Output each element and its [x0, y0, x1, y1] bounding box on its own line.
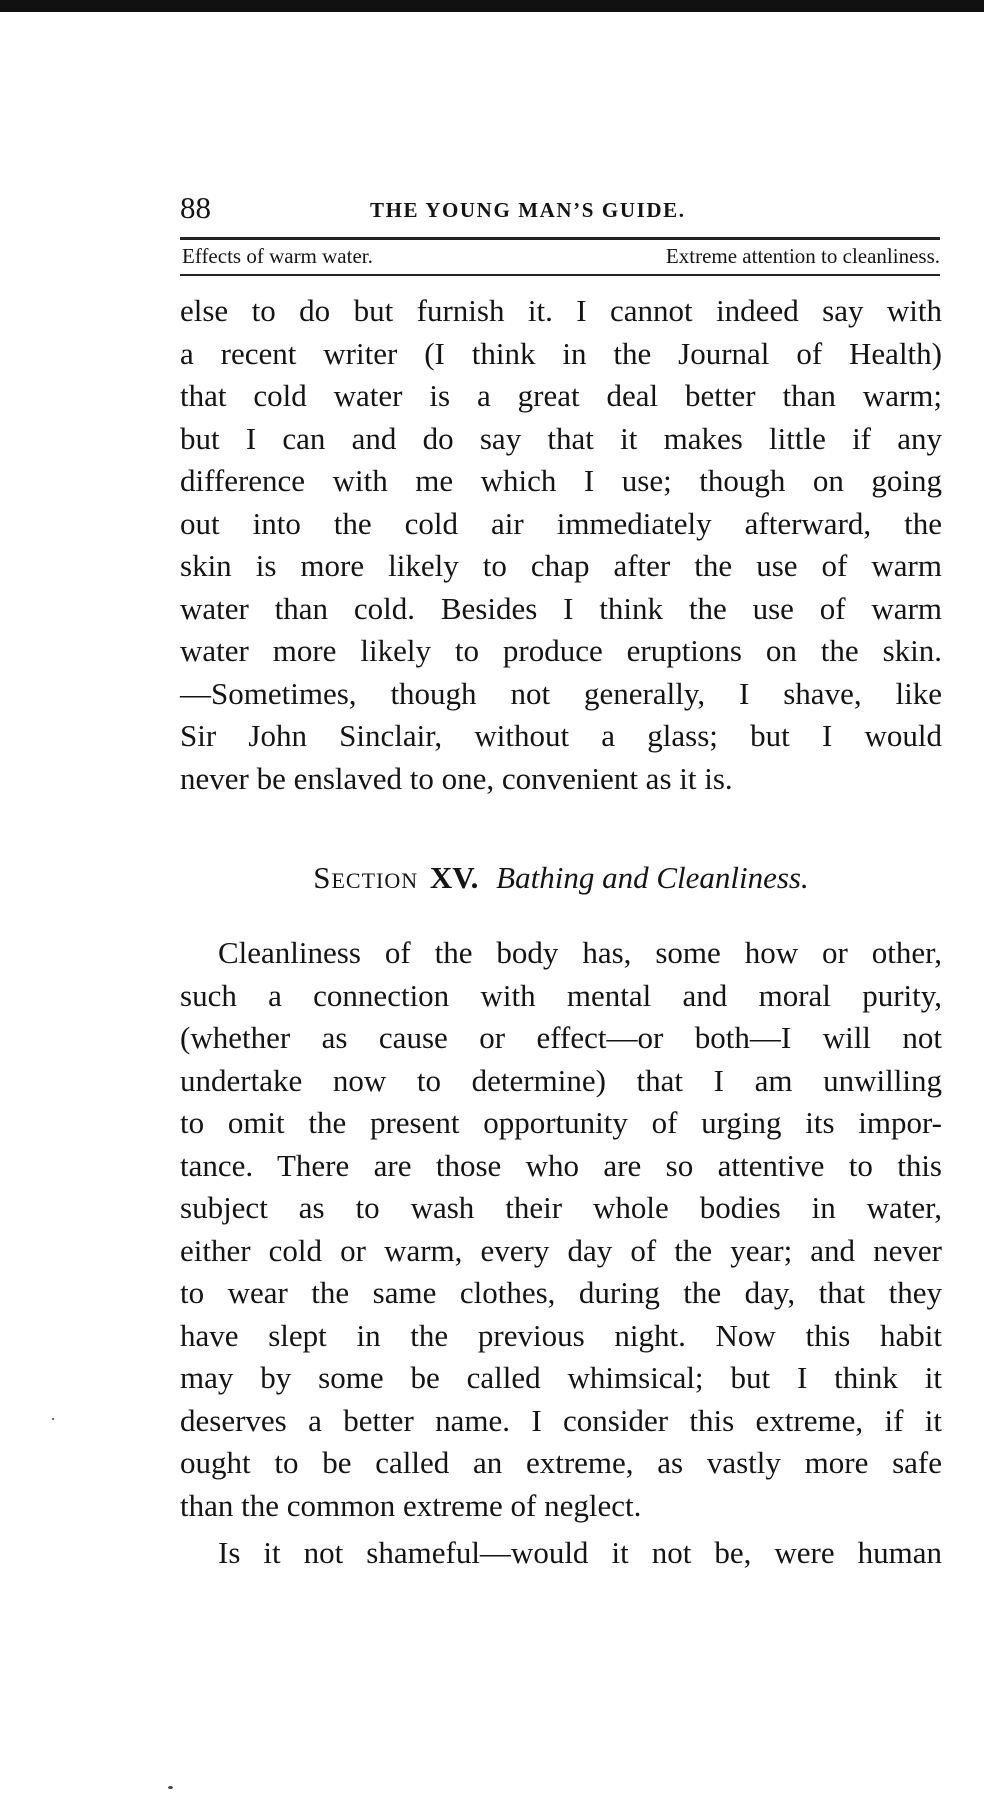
text-line: water than cold. Besides I think the use of warm: [180, 590, 942, 626]
text-line: that cold water is a great deal better than warm;: [180, 378, 942, 413]
book-title: THE YOUNG MAN’S GUIDE.: [370, 198, 686, 222]
subhead-right: Extreme attention to cleanliness.: [665, 244, 940, 268]
text-line: (whether as cause or effect—or both—I will not: [180, 1020, 942, 1055]
text-line: have slept in the previous night. Now this habit: [180, 1317, 942, 1353]
text-line: Cleanliness of the body has, some how or other,: [218, 935, 942, 970]
text-line: difference with me which I use; though on going: [180, 463, 942, 498]
text-line: may by some be called whimsical; but I think it: [180, 1360, 942, 1395]
text-line: subject as to wash their whole bodies in water,: [180, 1190, 942, 1225]
text-line: but I can and do say that it makes little if any: [180, 420, 942, 456]
header-rule-bottom: [180, 274, 940, 276]
running-head: [180, 190, 940, 230]
text-line: such a connection with mental and moral purity,: [180, 977, 942, 1013]
text-line: to wear the same clothes, during the day, that they: [180, 1275, 942, 1310]
section-label: Section: [313, 860, 419, 895]
paragraph-cleanliness: [180, 932, 942, 1527]
text-line: else to do but furnish it. I cannot indeed say with: [180, 293, 942, 328]
paragraph-continued: [180, 290, 942, 800]
text-line: Is it not shameful—would it not be, were human: [218, 1535, 942, 1570]
text-line: —Sometimes, though not generally, I shave, like: [180, 675, 942, 711]
text-line: Sir John Sinclair, without a glass; but I would: [180, 718, 942, 753]
text-line: deserves a better name. I consider this extreme, if it: [180, 1402, 942, 1438]
header-rule-top: [180, 237, 940, 240]
scan-top-edge: [0, 0, 984, 12]
page-number: 88: [180, 190, 211, 225]
text-line: either cold or warm, every day of the year; and never: [180, 1232, 942, 1268]
text-line: never be enslaved to one, convenient as it is.: [180, 760, 733, 796]
text-line: undertake now to determine) that I am unwilling: [180, 1062, 942, 1098]
text-line: skin is more likely to chap after the use of warm: [180, 548, 942, 583]
section-number: XV.: [429, 860, 479, 895]
text-line: to omit the present opportunity of urging its impor-: [180, 1105, 942, 1140]
ink-speck: [168, 1786, 173, 1789]
text-line: a recent writer (I think in the Journal of Health): [180, 335, 942, 371]
text-line: water more likely to produce eruptions on the skin.: [180, 633, 942, 668]
text-line: out into the cold air immediately afterward, the: [180, 505, 942, 541]
section-heading: [180, 860, 942, 896]
ink-speck: [52, 1418, 54, 1420]
text-line: ought to be called an extreme, as vastly more safe: [180, 1445, 942, 1480]
paragraph-shameful: [180, 1532, 942, 1575]
text-line: than the common extreme of neglect.: [180, 1487, 642, 1523]
text-line: tance. There are those who are so attentive to this: [180, 1147, 942, 1183]
subhead-left: Effects of warm water.: [182, 244, 373, 268]
section-title: Bathing and Cleanliness.: [496, 860, 809, 895]
